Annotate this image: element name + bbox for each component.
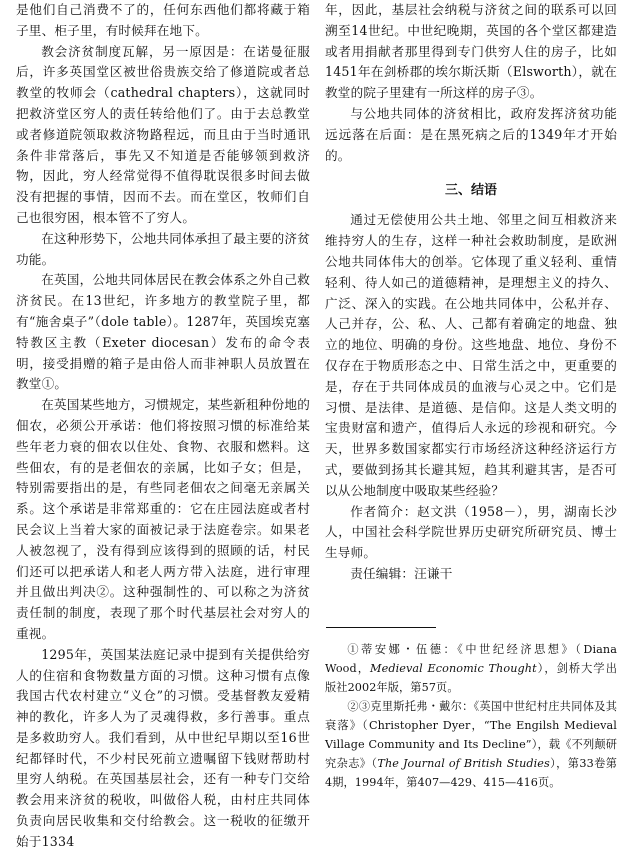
section-heading-conclusion: 三、结语: [444, 183, 497, 199]
right-column: [325, 0, 617, 792]
paragraph-tenant-promise: 在英国某些地方，习惯规定，某些新租种份地的佃农，必须公开承诺：他们将按照习惯的标准给某些年老力衰的佃农以住处、食物、衣服和燃料。这些佃农，有的是老佃农的亲属，比如子女；但是，特别需要指出的是，有些同老佃农之间毫无亲属关系。这个承诺是非常郑重的：它在庄园法庭或者村民会议上当着大家的面被记录于法庭卷宗。如果老人被忽视了，没有得到应该得到的照顾的话，村民们还可以把承诺人和老人两方带入法庭，进行审理并且做出判决②。这种强制性的、可以称之为济贫责任制的制度，表现了那个时代基层社会对穷人的重视。: [16, 397, 310, 641]
responsible-editor: 责任编辑：汪谦干: [350, 565, 453, 581]
paragraph-commons-relief-role: 在这种形势下，公地共同体承担了最主要的济贫功能。: [16, 230, 310, 267]
paragraph-continued: 是他们自己消费不了的，任何东西他们都将藏于箱子里、柜子里，有时候拜在地下。: [16, 2, 310, 38]
paragraph-1295-record: 1295年，英国某法庭记录中提到有关提供给穷人的住宿和食物数量方面的习惯。这种习惯有点像我国古代农村建立“义仓”的习惯。受基督教友爱精神的教化，许多人为了灵魂得救，多行善事。重点是多救助穷人。我们看到，从中世纪早期以至16世纪都铎时代，不少村民死前立遗嘱留下钱财帮助村里穷人纳税。在英国基层社会，还有一种专门交给教会用来济贫的税收，叫做俗人税，由村庄共同体负责向居民收集和交付给教会。这一税收的征缴开始于1334: [16, 646, 310, 849]
footnote-1: ①蒂安娜・伍德：《中世纪经济思想》（Diana Wood，Medieval Economic Thought），剑桥大学出版社2002年版，第57页。: [325, 642, 617, 694]
author-introduction: 作者简介：赵文洪（1958－），男，湖南长沙人，中国社会科学院世界历史研究所研究员、博士生导师。: [325, 503, 617, 561]
footnote-2-3: ②③克里斯托弗・戴尔：《英国中世纪村庄共同体及其衰落》（Christopher Dyer，“The Engilsh Medieval Village Community and Its Decline”），载《不列颠研究杂志》（The Journal of British Studies），第33卷第4期，1994年，第407—429、415—416页。: [325, 699, 617, 789]
paragraph-church-relief-collapse: 教会济贫制度瓦解，另一原因是：在诺曼征服后，许多英国堂区被世俗贵族交给了修道院或者总教堂的牧师会（cathedral chapters），这就同时把救济堂区穷人的责任转给他们了。由于去总教堂或者修道院领取救济物路程远，而且由于当时通讯条件非常落后，事先又不知道是否能够领到救济物，因此，穷人经常觉得不值得耽误很多时间去做没有把握的事情，因而不去。而在堂区，牧师们自己也很穷困，根本管不了穷人。: [16, 43, 310, 225]
paragraph-dole-table: 在英国，公地共同体居民在教会体系之外自己救济贫民。在13世纪，许多地方的教堂院子里，都有“施舍桌子”（dole table）。1287年，英国埃克塞特教区主教（Exeter diocesan）发布的命令表明，接受捐赠的箱子是由俗人而非神职人员放置在教堂①。: [16, 272, 310, 392]
paragraph-continued: 年，因此，基层社会纳税与济贫之间的联系可以回溯至14世纪。中世纪晚期，英国的各个堂区都建造或者用捐献者那里得到专门供穷人住的房子，比如1451年在剑桥郡的埃尔斯沃斯（Elsworth），就在教堂的院子里建有一所这样的房子③。: [325, 2, 617, 101]
left-column: [16, 0, 310, 853]
paragraph-government-relief: 与公地共同体的济贫相比，政府发挥济贫功能远远落在后面：是在黑死病之后的1349年才开始的。: [325, 105, 617, 163]
paragraph-conclusion: 通过无偿使用公共土地、邻里之间互相救济来维持穷人的生存，这样一种社会救助制度，是欧洲公地共同体伟大的创举。它体现了重义轻利、重情轻利、待人如己的道德精神，是理想主义的持久、广泛、深入的实践。在公地共同体中，公私并存、人己并存，公、私、人、己都有着确定的地盘、独立的地位、明确的身份。这些地盘、地位、身份不仅存在于物质形态之中、日常生活之中，更重要的是，存在于共同体成员的血液与心灵之中。它们是习惯、是法律、是道德、是信仰。这是人类文明的宝贵财富和遗产，值得后人永远的珍视和研究。今天，世界多数国家都实行市场经济这种经济运行方式，要做到扬其长避其短，趋其利避其害，是否可以从公地制度中吸取某些经验？: [325, 212, 617, 498]
